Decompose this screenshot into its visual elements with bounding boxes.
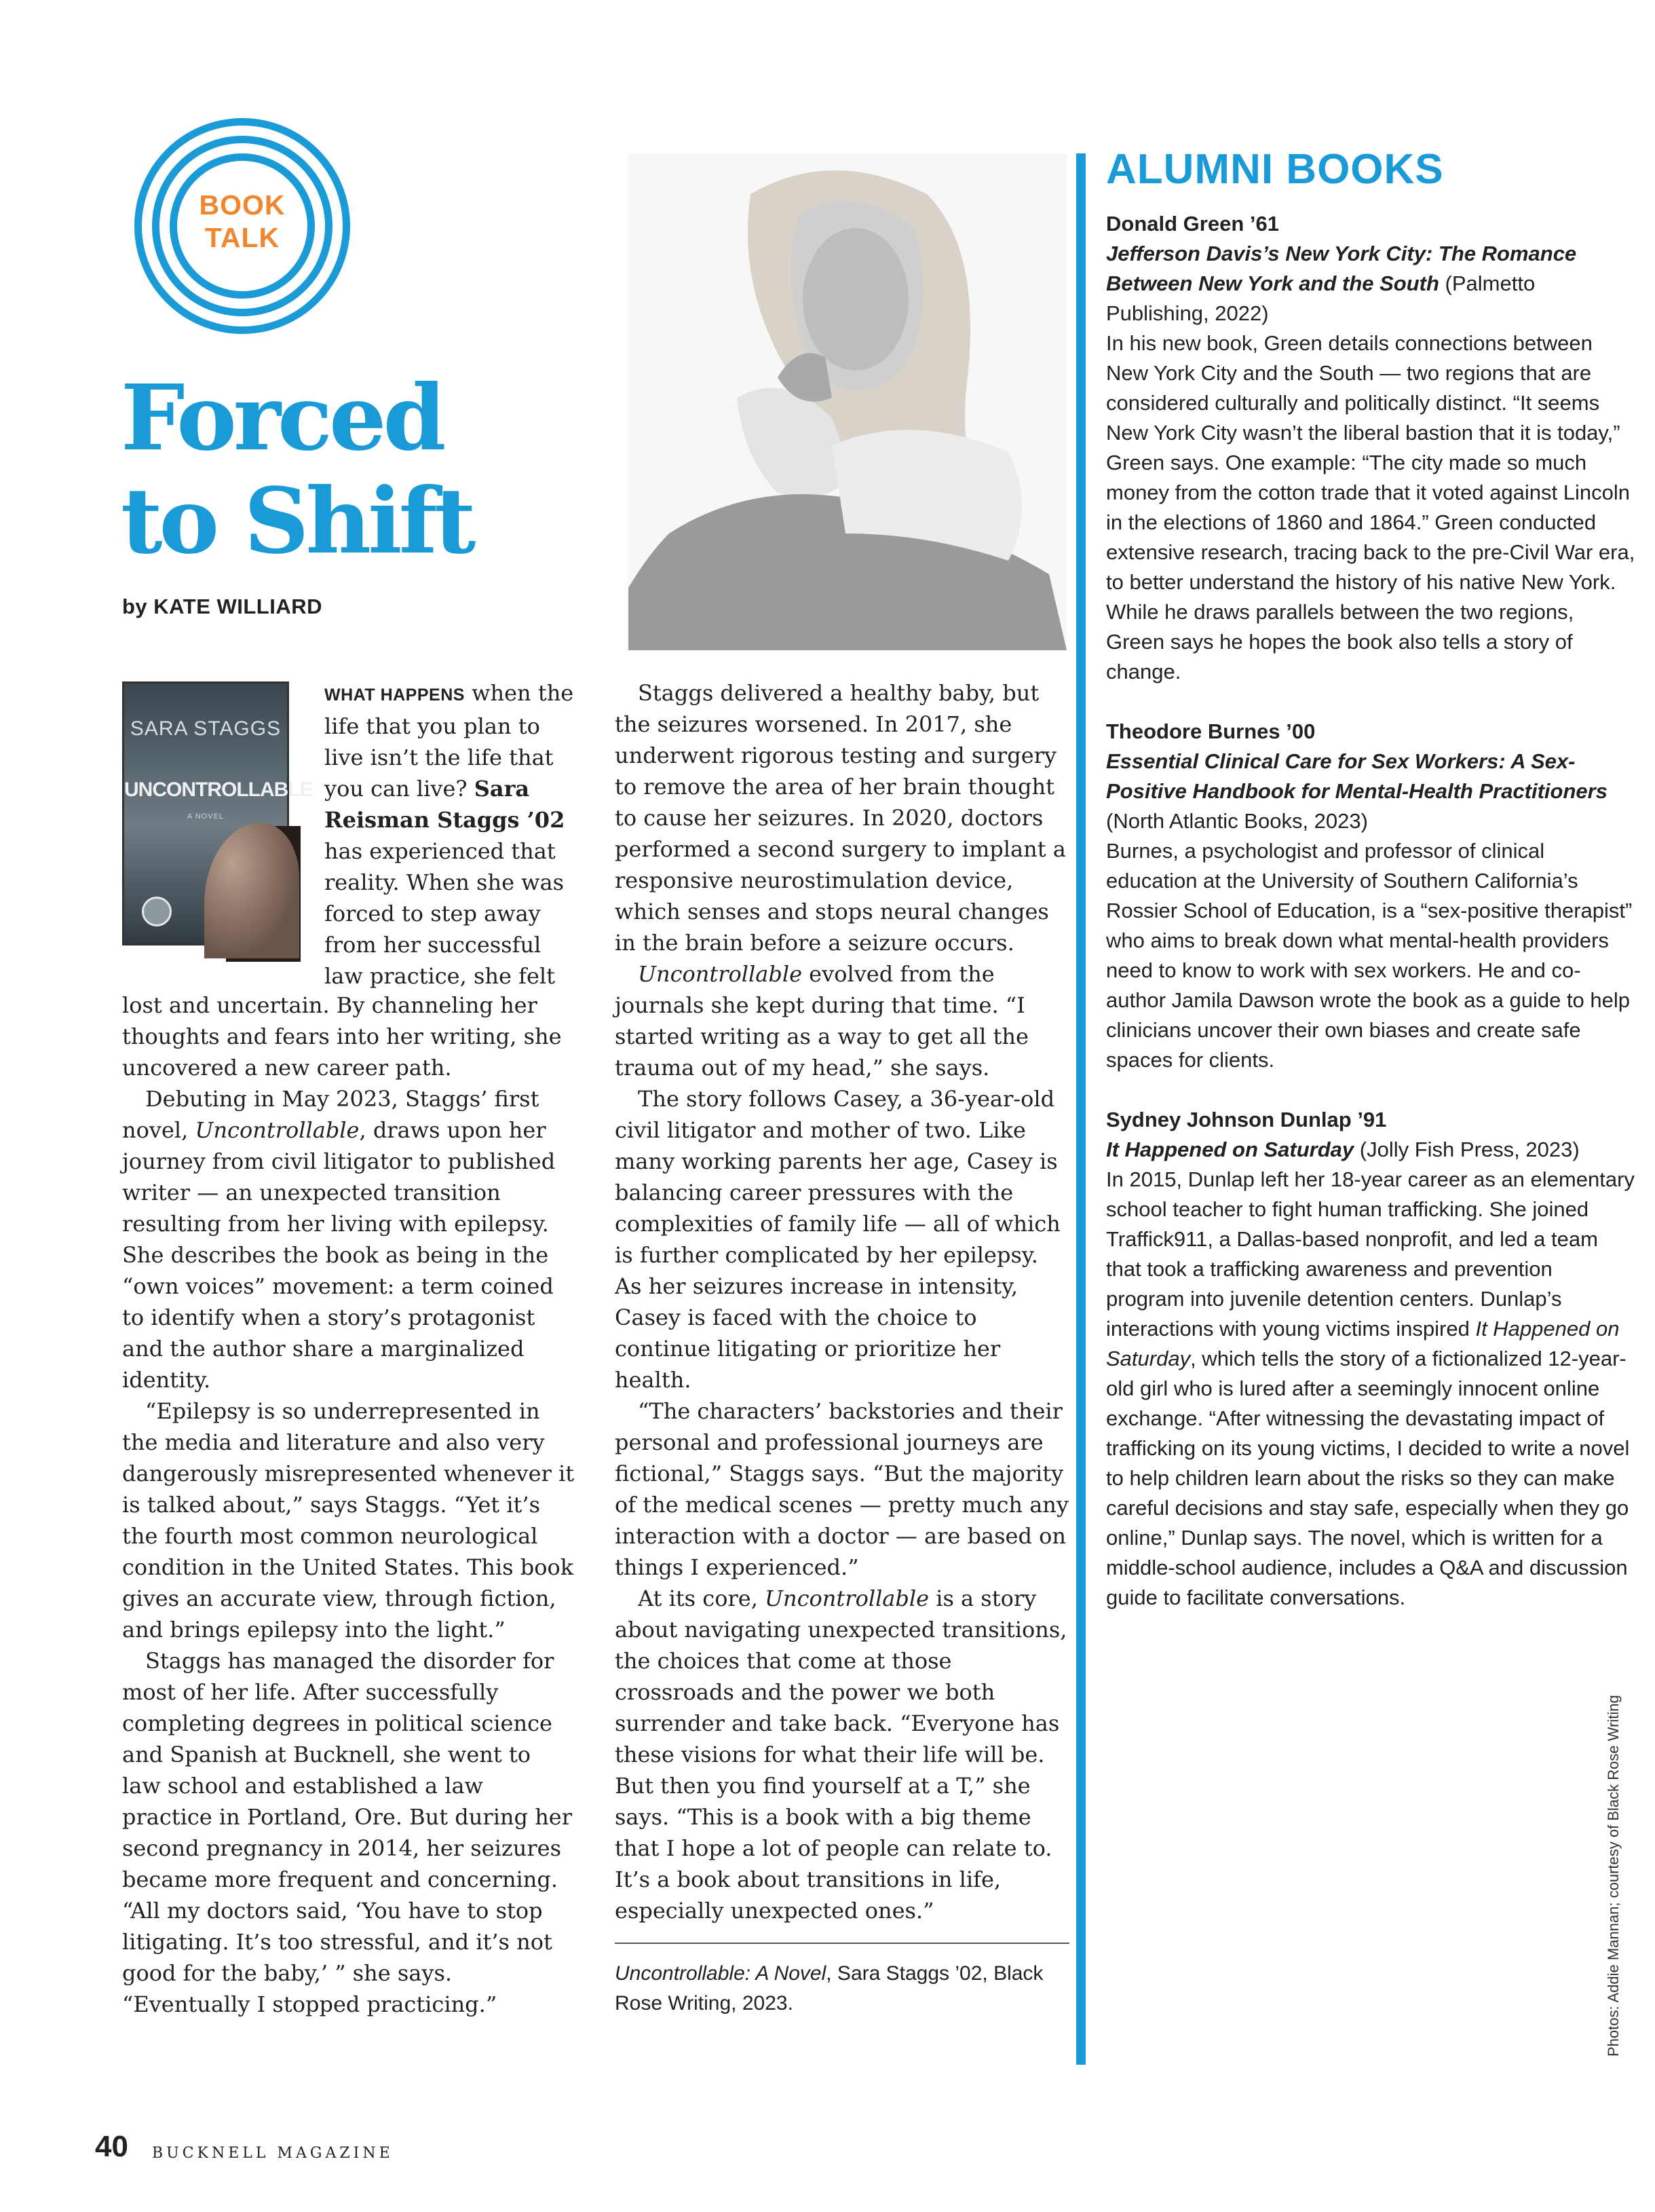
- article-paragraph: [615, 958, 1069, 1083]
- article-paragraph: [122, 1083, 575, 1395]
- headline-line1: Forced: [121, 365, 443, 471]
- photo-credit: Photos: Addie Mannan; courtesy of Black Rose Writing: [1605, 1695, 1622, 2057]
- book-author: Donald Green ’61: [1106, 212, 1279, 236]
- article-column-1: [122, 990, 575, 2020]
- alumni-book-entry: [1106, 1105, 1635, 1613]
- book-description: In his new book, Green details connections between New York City and the South — two regions that are considered culturally and politically distinct. “It seems New York City wasn’t the liberal bastion that it is today,” Green says. One example: “The city made so much money from the cotton trade that it voted against Lincoln in the elections of 1860 and 1864.” Green conducted extensive research, tracing back to the pre-Civil War era, to better understand the history of his native New York. While he draws parallels between the two regions, Green says he hopes the book also tells a story of change.: [1106, 331, 1635, 683]
- magazine-name: BUCKNELL MAGAZINE: [152, 2145, 394, 2162]
- caption-divider: [615, 1943, 1069, 1944]
- book-title: Jefferson Davis’s New York City: The Romance Between New York and the South: [1106, 242, 1577, 295]
- text-span: Debuting in May 2023, Staggs’ first novel,: [122, 1086, 539, 1143]
- book-description: [1106, 1165, 1635, 1613]
- alumni-book-entry: [1106, 717, 1635, 1075]
- article-paragraph: “The characters’ backstories and their personal and professional journeys are fictional,” Staggs says. “But the majority of the medical scenes — pretty much any interaction with a doctor — are based on things I experienced.”: [615, 1398, 1069, 1580]
- book-cover-image: [122, 681, 313, 945]
- caption-rest: , Sara Staggs ’02, Black Rose Writing, 2023.: [615, 1962, 1044, 2014]
- badge-label-line1: BOOK: [199, 189, 286, 221]
- article-paragraph: Staggs has managed the disorder for most of her life. After successfully completing degrees in political science and Spanish at Bucknell, she went to law school and established a law practice in Portland, Ore. But during her second pregnancy in 2014, her seizures became more frequent and concerning. “All my doctors said, ‘You have to stop litigating. It’s too stressful, and it’s not good for the baby,’ ” she says. “Eventually I stopped practicing.”: [122, 1648, 573, 2017]
- article-paragraph: Staggs delivered a healthy baby, but the seizures worsened. In 2017, she underwent rigorous testing and surgery to remove the area of her brain thought to cause her seizures. In 2020, doctors performed a second surgery to implant a responsive neurostimulation device, which senses and stops neural changes in the brain before a seizure occurs.: [615, 680, 1066, 956]
- book-caption: [615, 1959, 1069, 2019]
- byline: by KATE WILLIARD: [122, 595, 323, 618]
- book-author: Theodore Burnes ’00: [1106, 719, 1316, 743]
- article-paragraph: “Epilepsy is so underrepresented in the media and literature and also very dangerously misrepresented whenever it is talked about,” says Staggs. “Yet it’s the fourth most common neurological condition in the United States. This book gives an accurate view, through fiction, and brings epilepsy into the light.”: [122, 1398, 575, 1643]
- article-column-2: [615, 677, 1069, 1926]
- lead-author-name: Sara Reisman Staggs ’02: [324, 776, 565, 833]
- text-span: In 2015, Dunlap left her 18-year career as an elementary school teacher to fight human trafficking. She joined Traffick911, a Dallas-based nonprofit, and led a team that took a trafficking awareness and prevention program into juvenile detention centers. Dunlap’s interactions with young victims inspired: [1106, 1167, 1635, 1341]
- sidebar-heading: ALUMNI BOOKS: [1106, 146, 1444, 193]
- article-headline: [121, 367, 501, 573]
- author-portrait-illustration: [628, 153, 1067, 650]
- headline-line2: to Shift: [121, 468, 473, 574]
- book-title-italic: Uncontrollable: [195, 1117, 360, 1143]
- cover-author: SARA STAGGS: [130, 717, 282, 740]
- text-span: evolved from the journals she kept during that time. “I started writing as a way to get all the trauma out of my head,” she says.: [615, 961, 1029, 1081]
- article-lead-paragraph: [324, 677, 575, 992]
- book-title-italic: Uncontrollable: [638, 961, 802, 987]
- book-talk-badge: [134, 118, 350, 334]
- book-title: It Happened on Saturday: [1106, 1138, 1354, 1161]
- lead-smallcaps: WHAT HAPPENS: [324, 686, 465, 705]
- text-span: is a story about navigating unexpected transitions, the choices that come at those crossroads and the power we both surrender and take back. “Everyone has these visions for what their life will be. But then you find yourself at a T,” she says. “This is a book with a big theme that I hope a lot of people can relate to. It’s a book about transitions in life, especially unexpected ones.”: [615, 1586, 1067, 1924]
- alumni-books-sidebar: [1106, 143, 1635, 1613]
- badge-label: [134, 189, 350, 254]
- page-number: 40: [95, 2130, 128, 2163]
- sidebar-accent-bar: [1076, 153, 1086, 2065]
- cover-subtitle: A NOVEL: [187, 812, 225, 821]
- article-paragraph: [615, 1583, 1069, 1926]
- text-span: At its core,: [638, 1586, 765, 1611]
- book-title-italic: It Happened on Saturday: [1106, 1317, 1620, 1370]
- book-title-italic: Uncontrollable: [765, 1586, 930, 1611]
- book-publisher: (Jolly Fish Press, 2023): [1354, 1138, 1580, 1161]
- book-publisher: (Palmetto Publishing, 2022): [1106, 271, 1536, 325]
- article-paragraph: lost and uncertain. By channeling her thoughts and fears into her writing, she uncovered a new career path.: [122, 992, 562, 1081]
- alumni-book-entry: [1106, 209, 1635, 687]
- caption-title: Uncontrollable: A Novel: [615, 1962, 826, 1985]
- text-span: , which tells the story of a fictionalized 12-year-old girl who is lured after a seemingly innocent online exchange. “After witnessing the devastating impact of trafficking on its young victims, I decided to write a novel to help children learn about the risks so they can make careful decisions and stay safe, especially when they go online,” Dunlap says. The novel, which is written for a middle-school audience, includes a Q&A and discussion guide to facilitate conversations.: [1106, 1347, 1630, 1609]
- book-author: Sydney Johnson Dunlap ’91: [1106, 1108, 1387, 1131]
- author-photo: [628, 153, 1067, 650]
- cover-face-shape: [204, 823, 299, 958]
- article-paragraph: The story follows Casey, a 36-year-old civil litigator and mother of two. Like many working parents her age, Casey is balancing career pressures with the complexities of family life — all of which is further complicated by her epilepsy. As her seizures increase in intensity, Casey is faced with the choice to continue litigating or prioritize her health.: [615, 1086, 1061, 1393]
- badge-label-line2: TALK: [204, 222, 280, 253]
- book-title: Essential Clinical Care for Sex Workers: A Sex-Positive Handbook for Mental-Health Practitioners: [1106, 749, 1608, 803]
- lead-text-1: when the life that you plan to live isn’t the life that you can live?: [324, 680, 574, 802]
- text-span: , draws upon her journey from civil litigator to published writer — an unexpected transition resulting from her living with epilepsy. She describes the book as being in the “own voices” movement: a term coined to identify when a story’s protagonist and the author share a marginalized identity.: [122, 1117, 556, 1393]
- lead-text-2: has experienced that reality. When she was forced to step away from her successful law practice, she felt: [324, 838, 565, 989]
- cover-seal-icon: [142, 897, 172, 926]
- book-description: Burnes, a psychologist and professor of clinical education at the University of Southern California’s Rossier School of Education, is a “sex-positive therapist” who aims to break down what mental-health providers need to know to work with sex workers. He and co-author Jamila Dawson wrote the book as a guide to help clinicians uncover their own biases and create safe spaces for clients.: [1106, 839, 1633, 1072]
- cover-title: UNCONTROLLABLE: [124, 779, 313, 801]
- book-publisher: (North Atlantic Books, 2023): [1106, 809, 1368, 833]
